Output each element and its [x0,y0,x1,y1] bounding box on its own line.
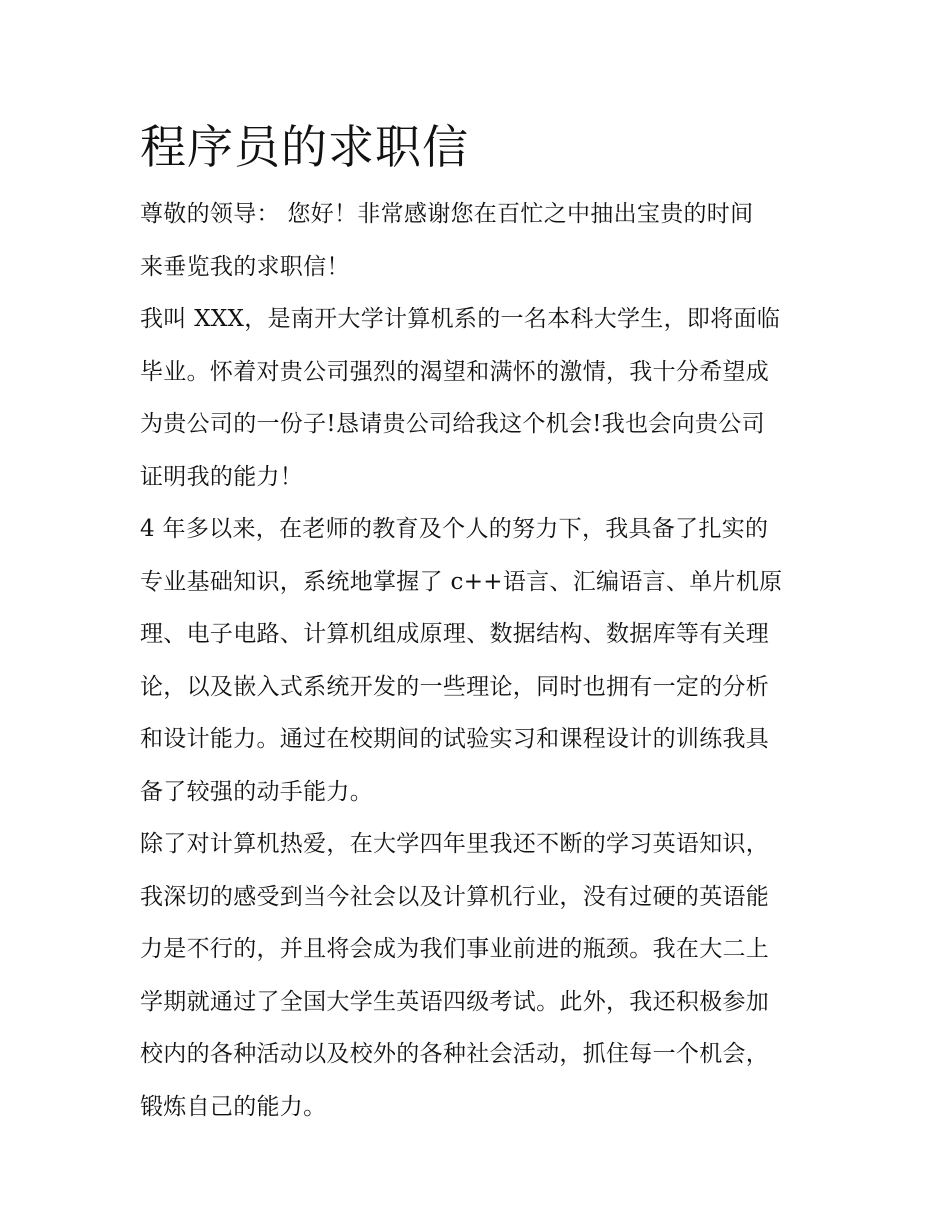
text-line: 我深切的感受到当今社会以及计算机行业，没有过硬的英语能 [140,883,770,910]
text-line: 我叫 XXX，是南开大学计算机系的一名本科大学生，即将面临 [140,306,781,332]
text-line: 尊敬的领导： 您好！非常感谢您在百忙之中抽出宝贵的时间 [140,201,754,227]
text-line: 专业基础知识，系统地掌握了 c++语言、汇编语言、单片机原 [140,568,783,595]
paragraph-skills [140,503,820,818]
text-line: 学期就通过了全国大学生英语四级考试。此外，我还积极参加 [140,988,770,1015]
paragraph-greeting [140,188,820,293]
text-line: 锻炼自己的能力。 [140,1093,327,1120]
text-line: 为贵公司的一份子!恳请贵公司给我这个机会!我也会向贵公司 [140,411,765,437]
text-line: 力是不行的，并且将会成为我们事业前进的瓶颈。我在大二上 [140,936,770,962]
paragraph-english-and-activities [140,818,820,1133]
text-line: 校内的各种活动以及校外的各种社会活动，抓住每一个机会， [140,1041,770,1067]
paragraph-introduction [140,293,820,503]
text-line: 证明我的能力！ [140,463,304,490]
text-line: 理、电子电路、计算机组成原理、数据结构、数据库等有关理 [140,621,770,647]
text-line: 和设计能力。通过在校期间的试验实习和课程设计的训练我具 [140,726,770,752]
document-body [140,112,820,1133]
text-line: 4 年多以来，在老师的教育及个人的努力下，我具备了扎实的 [140,516,769,542]
text-line: 毕业。怀着对贵公司强烈的渴望和满怀的激情，我十分希望成 [140,358,770,385]
text-line: 论，以及嵌入式系统开发的一些理论，同时也拥有一定的分析 [140,673,770,700]
text-line: 除了对计算机热爱，在大学四年里我还不断的学习英语知识， [140,831,770,857]
text-line: 来垂览我的求职信！ [140,253,350,280]
document-title: 程序员的求职信 [140,120,469,174]
text-line: 备了较强的动手能力。 [140,778,373,805]
